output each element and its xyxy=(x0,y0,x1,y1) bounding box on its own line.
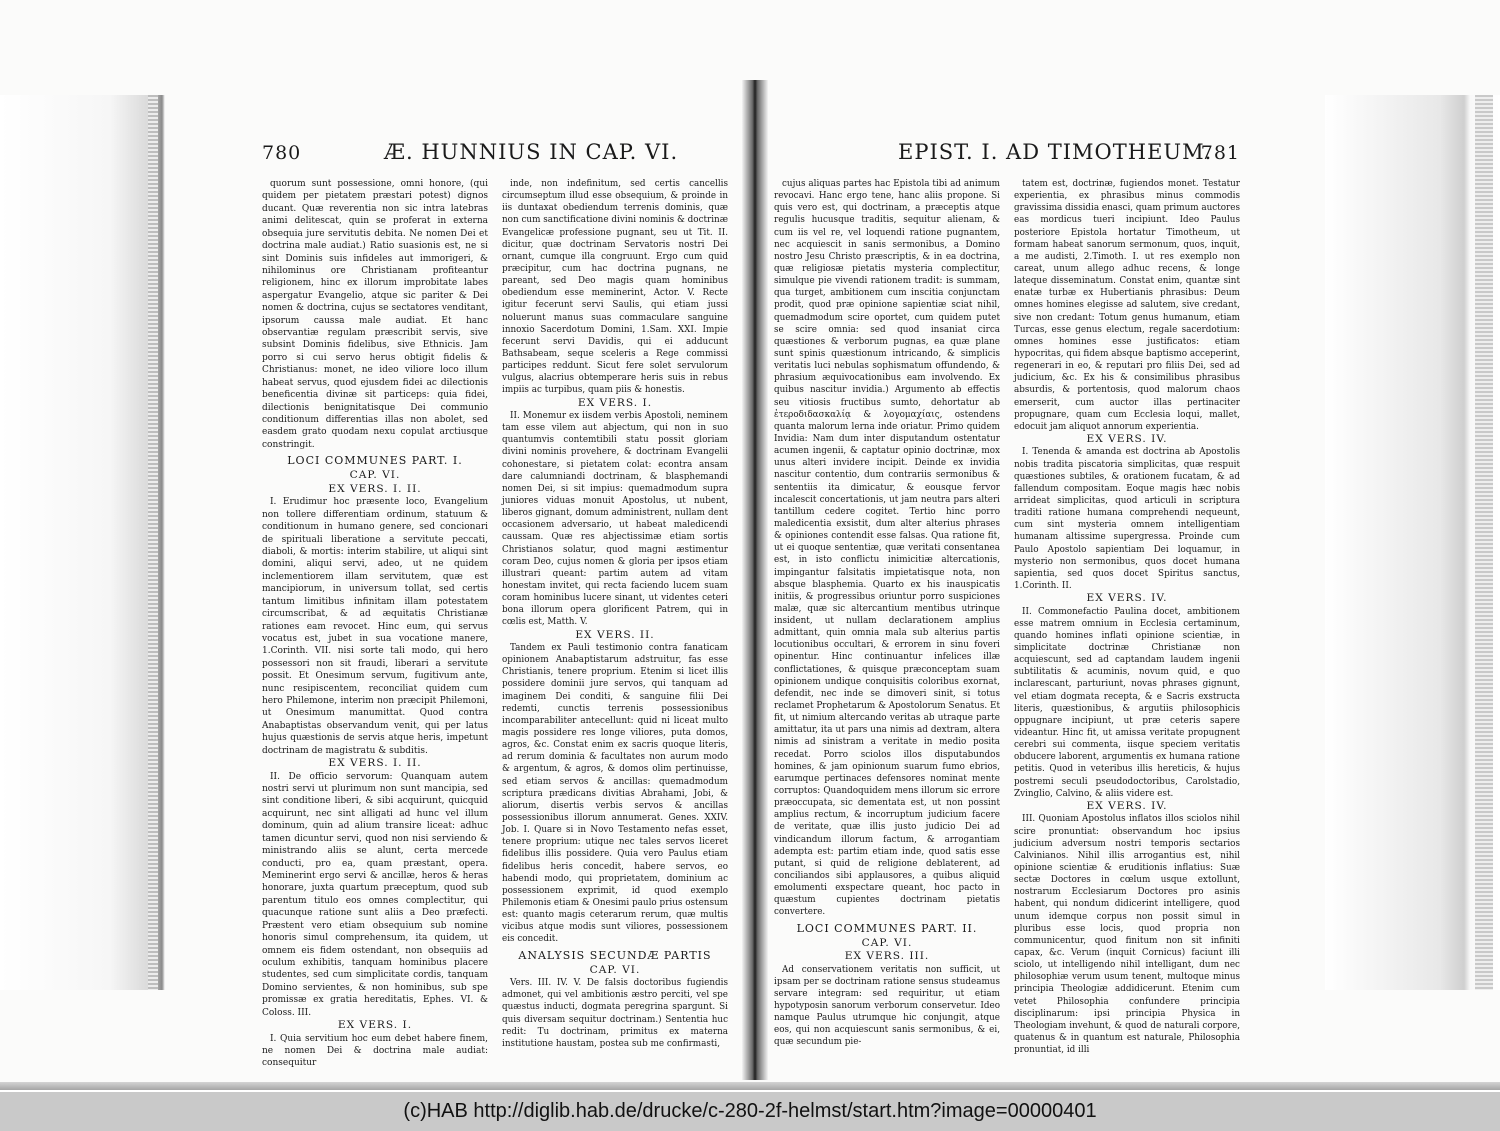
paragraph: I. Erudimur hoc præsente loco, Evangelium non tollere differentiam ordinum, statuum & conditionum in humano genere, sed concionari de spirituali liberatione a servitute peccati, diaboli, & mortis: interim stabilire, ut aliqui sint domini, aliqui servi, adeo, ut ne quidem inclementiorem illam servitutem, quæ est mancipiorum, in universum tollat, sed certis tantum limitibus infinitam illam potestatem circumscribat, & ad æquitatis Christianæ rationes eam revocet. Hinc eum, qui servus vocatus est, jubet in sua vocatione manere, 1.Corinth. VII. nisi sorte tali modo, qui hero possessori non sit fraudi, liberari a servitute possit. Et Onesimum servum, fugitivum ante, nunc resipiscentem, reconciliat quidem cum hero Philemone, interim non præcipit Philemoni, ut Onesimum manumittat. Quod contra Anabaptistas observandum venit, qui per latus hujus quæstionis de servis atque heris, impetunt doctrinam de magistratu & subditis. xyxy=(262,497,488,756)
copyright-link[interactable]: (c)HAB http://diglib.hab.de/drucke/c-280-2f-helmst/start.htm?image=00000401 xyxy=(403,1100,1097,1122)
right-page-edge xyxy=(1325,95,1500,990)
paragraph: Vers. III. IV. V. De falsis doctoribus fugiendis admonet, qui vel ambitionis æstro perciti, vel spe quæstus inducti, dogmata peregrina spargunt. Si quis diversam sequitur doctrinam.) Sententia huc redit: Tu doctrinam, primitus ex materna institutione haustam, postea sub me confirmasti, xyxy=(502,978,728,1049)
book-gutter xyxy=(742,80,768,1080)
text-column xyxy=(774,178,1000,1049)
page-number: 780 xyxy=(262,142,302,164)
section-heading: CAP. VI. xyxy=(349,469,401,482)
paragraph: I. Quia servitium hoc eum debet habere finem, ne nomen Dei & doctrina male audiat: consequitur xyxy=(262,1033,488,1069)
left-page xyxy=(262,140,732,1069)
section-heading: EX VERS. I. II. xyxy=(328,757,422,770)
paragraph: inde, non indefinitum, sed certis cancellis circumseptum illud esse obsequium, & proinde in iis duntaxat obediendum terrenis dominis, quæ non cum sanctificatione divini nominis & doctrinæ Evangelicæ professione pugnant, seu ut Tit. II. dicitur, quæ doctrinam Servatoris nostri Dei ornant, cumque illa congruunt. Ergo cum quid præcipitur, cum hac doctrina pugnans, ne pareant, sed Deo magis quam hominibus obediendum esse meminerint, Actor. V. Recte igitur fecerunt servi Saulis, qui etiam jussi noluerunt manus suas commaculare sanguine innoxio Sacerdotum Domini, 1.Sam. XXI. Impie fecerunt servi Davidis, qui ei adducunt Bathsabeam, seque sceleris a Rege commissi participes reddunt. Sicut fere solet servulorum vulgus, alacrius obtemperare heris suis in rebus impiis ac turpibus, quam piis & honestis. xyxy=(502,179,728,396)
section-heading: EX VERS. I. xyxy=(577,396,653,409)
right-page xyxy=(774,140,1240,1056)
copyright-footer xyxy=(0,1092,1500,1131)
left-page-header xyxy=(262,140,732,170)
section-heading: EX VERS. I. xyxy=(337,1019,413,1032)
paragraph: II. De officio servorum: Quanquam autem nostri servi ut plurimum non sunt mancipia, sed sint conditione liberi, & sibi acquirunt, quicquid acquirunt, nec sint alligati ad hunc vel illum dominum, quin ad alium transire liceat: adhuc tamen dicuntur servi, quod non nisi serviendo & ministrando aliis se alunt, certa mercede conducti, pro ea, quam præstant, opera. Meminerint ergo servi & ancillæ, heros & heras honorare, juxta quartum præceptum, quod sub parentum titulo eos omnes complectitur, qui quacunque ratione sunt aliis a Deo præfecti. Præstent vero etiam obsequium sub nomine honoris simul comprehensum, ita quidem, ut omnem eis fidem ostendant, non obsequiis ad oculum exhibitis, tanquam hominibus placere studentes, sed cum simplicitate cordis, tanquam Domino servientes, & non hominibus, sub spe promissæ ex gratia hereditatis, Ephes. VI. & Coloss. III. xyxy=(262,771,488,1018)
section-heading: EX VERS. III. xyxy=(844,950,930,963)
section-heading: EX VERS. IV. xyxy=(1086,592,1168,605)
section-heading: EX VERS. IV. xyxy=(1086,799,1168,812)
section-heading: LOCI COMMUNES PART. II. xyxy=(796,921,978,935)
paragraph: Ad conservationem veritatis non sufficit, ut ipsam per se doctrinam ratione sensus studeamus servare integram: sed requiritur, ut etiam hypotyposin sanorum verborum conservetur. Ideo namque Paulus utrumque hic conjungit, atque eos, qui non acquiescunt sanis sermonibus, & ei, quæ secundum pie- xyxy=(774,964,1000,1048)
right-page-header xyxy=(774,140,1240,170)
page-number: 781 xyxy=(1200,142,1240,164)
left-page-edge xyxy=(0,95,165,990)
section-heading: ANALYSIS SECUNDÆ PARTIS xyxy=(518,948,712,962)
section-heading: EX VERS. IV. xyxy=(1086,432,1168,445)
section-heading: EX VERS. II. xyxy=(575,628,655,641)
paragraph: cujus aliquas partes hac Epistola tibi ad animum revocavi. Hanc ergo tene, hanc aliis propone. Si quis vero est, qui doctrinam, a præceptis atque regulis hucusque traditis, sequitur alienam, & cum iis vel re, vel loquendi ratione pugnantem, nec acquiescit in sanis sermonibus, a Domino nostro Jesu Christo præscriptis, & in ea doctrina, quæ religiosæ pietatis mysteria complectitur, simulque pie vivendi rationem tradit: is summam, qua turget, ambitionem cum inscitia conjunctam prodit, quod præ opinione sapientiæ sciat nihil, quemadmodum scire oportet, cum quidem putet se scire omnia: sed quod insaniat circa quæstiones & verborum pugnas, ea quæ plane sunt spinis quæstionum intricando, & simplicis veritatis luci nebulas sophismatum offundendo, & phrasium æquivocationibus eam involvendo. Ex quibus nascitur invidia.) Argumento ab effectis seu vitiosis fructibus sumto, dehortatur ab ἑτεροδιδασκαλίᾳ & λογομαχίαις, ostendens quanta malorum lerna inde oriatur. Primo quidem Invidia: Nam dum inter disputandum ostentatur acumen ingenii, & captatur opinio doctrinæ, mox unus alteri invidere incipit. Deinde ex invidia nascitur contentio, dum contrariis sermonibus & sententiis ita dimicatur, & eousque fervor incalescit concertationis, ut jam neutra pars alteri tantillum cedere cogitet. Tertio hinc porro maledicentia exsistit, dum alter alterius phrases & opiniones contendit esse falsas. Qua ratione fit, ut ei quoque sententiæ, quæ veritati consentanea est, in isto conflictu inimicitiæ altercationis, impingantur falsitatis impietatisque nota, non absque blasphemia. Quarto ex his inauspicatis initiis, & progressibus oriuntur porro suspiciones malæ, quæ sic altercantium mentibus utrinque insident, ut nullam declarationem amplius admittant, quin omnia mala sub alterius partis locutionibus occultari, & errorem in sinu foveri opinentur. Hinc continuantur infelices illæ conflictationes, & quisque præconceptam suam opinionem undique conquisitis coloribus exornat, defendit, nec inde se dimoveri sinit, si totus reclamet Prophetarum & Apostolorum Senatus. Et fit, ut nimium altercando veritas ab utraque parte amittatur, ita ut pars una nimis ad dextram, altera nimis ad sinistram a veritate in medio posita recedat. Porro sciolos illos disputabundos homines, & jam opinionum suarum fumo ebrios, earumque pertinaces defensores nominat mente corruptos: Quandoquidem mens illorum sic errore præoccupata, sic dementata est, ut non possint amplius rectum, & incorruptum judicium facere de veritate, quæ illis justo judicio Dei ad vindicandum illorum factum, & arrogantiam adempta est: partim etiam inde, quod satis esse putant, si quid de religione deblaterent, ad conciliandos sibi applausores, a quibus aliquid emolumenti exspectare queant, hoc pacto in quæstum cupientes doctrinam pietatis convertere. xyxy=(774,179,1000,918)
paragraph: III. Quoniam Apostolus inflatos illos sciolos nihil scire pronuntiat: observandum hoc ipsius judicium adversum nostri temporis sectarios Calvinianos. Nihil illis arrogantius est, nihil opinione scientiæ & eruditionis inflatius: Suæ sectæ Doctores in cœlum usque extollunt, nostrarum Ecclesiarum Doctores pro asinis habent, qui nondum didicerint intelligere, quod unum idemque corpus non possit simul in pluribus esse locis, quod propria non communicentur, quod finitum non sit infiniti capax, &c. Verum (inquit Cornicus) faciunt illi sciolo, ut intelligendo nihil intelligant, dum nec philosophiæ verum usum tenent, multoque minus principia Theologiæ addidicerunt. Etenim cum vetet Philosophia confundere principia disciplinarum: ipsi principia Physica in Theologiam invehunt, & quod de naturali corpore, quatenus & in quantum est naturale, Philosophia pronuntiat, id illi xyxy=(1014,814,1240,1056)
section-heading: CAP. VI. xyxy=(589,963,641,976)
section-heading: CAP. VI. xyxy=(861,936,913,949)
paragraph: I. Tenenda & amanda est doctrina ab Apostolis nobis tradita piscatoria simplicitas, quæ respuit quæstiones subtiles, & orationem fucatam, & ad fallendum compositam. Eoque magis hæc nobis arrideat simplicitas, quod articuli in scriptura traditi ratione humana comprehendi nequeunt, cum sint mysteria omnem intelligentiam humanam altissime supergressa. Proinde cum Paulo Apostolo sapientiam Dei loquamur, in mysterio non sermonibus, quos docet humana sapientia, sed quos docet Spiritus sanctus, 1.Corinth. II. xyxy=(1014,447,1240,591)
scan-bottom-edge xyxy=(0,1082,1500,1090)
running-head: EPIST. I. AD TIMOTHEUM. xyxy=(898,140,1213,164)
section-heading: EX VERS. I. II. xyxy=(328,482,422,495)
paragraph: II. Monemur ex iisdem verbis Apostoli, neminem tam esse vilem aut abjectum, qui non in suo quantumvis contemtibili statu possit gloriam divini nominis provehere, & doctrinam Evangelii cohonestare, si pietatem colat: econtra ansam dare calumniandi doctrinam, & blasphemandi nomen Dei, si sit impius: quemadmodum supra juniores viduas monuit Apostolus, ut nubent, liberos gignant, domum administrent, nullam dent occasionem adversario, ut habeat maledicendi caussam. Quæ res abjectissimæ etiam sortis Christianos solatur, quod magni æstimentur coram Deo, cujus nomen & gloria per ipsos etiam illustrari queant: partim autem ad vitam honestam invitet, qui recta faciendo lucem suam coram hominibus lucere sinant, ut videntes ceteri bona illorum opera glorificent Patrem, qui in cœlis est, Matth. V. xyxy=(502,411,728,628)
running-head: Æ. HUNNIUS IN CAP. VI. xyxy=(384,140,679,164)
paragraph: quorum sunt possessione, omni honore, (qui quidem per pietatem præstari potest) dignos ducant. Quæ reverentia non sic intra latebras animi delitescat, quin se proferat in externa obsequia jure servitutis debita. Ne nomen Dei et doctrina male audiat.) Ratio suasionis est, ne si sint Dominis suis infideles aut immorigeri, & nihilominus ore Christianam profiteantur religionem, hinc ex illorum improbitate labes aspergatur Evangelio, atque sic pariter & Dei nomen & doctrina, cujus se sectatores venditant, ipsorum caussa male audiat. Et hanc observantiæ regulam præscribit servis, sive subsint Dominis fidelibus, sive Ethnicis. Jam porro si cui servo herus obtigit fidelis & Christianus: monet, ne ideo viliore loco illum habeat servus, quod ejusdem fidei ac dilectionis beneficentia divinæ sit particeps: quia fidei, dilectionis benignitatisque Dei communio conditionum differentias illas non abolet, sed easdem grato quodam nexu copulat arctiusque constringit. xyxy=(262,179,488,450)
paragraph: tatem est, doctrinæ, fugiendos monet. Testatur experientia, ex phrasibus minus commodis gravissima dissidia enasci, quam primum auctores eas mordicus tueri incipiunt. Ideo Paulus posteriore Epistola hortatur Timotheum, ut formam habeat sanorum sermonum, quos, inquit, a me audisti, 2.Timoth. I. ut res exemplo non careat, unum allego adhuc recens, & longe lateque disseminatum. Constat enim, quantæ sint enatæ turbæ ex Hubertianis phrasibus: Deum omnes homines elegisse ad salutem, sive credant, sive non credant: Totum genus humanum, etiam Turcas, esse genus electum, regale sacerdotium: omnes homines esse justificatos: etiam hypocritas, qui fidem absque baptismo acceperint, regenerari in eo, & reputari pro filiis Dei, sed ad judicium, &c. Ex his & consimilibus phrasibus absurdis, & portentosis, quod malorum chaos emerserit, cum auctor illas pertinaciter propugnare, quam cum Ecclesia loqui, mallet, edocuit jam aliquot annorum experientia. xyxy=(1014,179,1240,432)
text-column xyxy=(1014,178,1240,1056)
paragraph: II. Commonefactio Paulina docet, ambitionem esse matrem omnium in Ecclesia certaminum, quando homines inflati opinione scientiæ, in simplicitate doctrinæ Christianæ non acquiescunt, sed ad captandam laudem ingenii subtilitatis & acuminis, novum quid, e quo inclarescant, parturiunt, novas phrases gignunt, vel etiam dogmata recepta, & e Sacris exstructa literis, quæstionibus, & argutiis philosophicis oppugnare incipiunt, ut præ ceteris sapere videantur. Hinc fit, ut amissa veritate propugnent cerebri sui commenta, iisque speciem veritatis obducere laborent, argumentis ex humana ratione petitis. Quod in veteribus illis hereticis, & hujus postremi seculi pseudodoctoribus, Carolstadio, Zvinglio, Calvino, & aliis videre est. xyxy=(1014,606,1240,799)
section-heading: LOCI COMMUNES PART. I. xyxy=(287,454,463,468)
paragraph: Tandem ex Pauli testimonio contra fanaticam opinionem Anabaptistarum adstruitur, fas esse Christianis, tenere proprium. Etenim si licet illis possidere dominii jure servos, qui tanquam ad imaginem Dei conditi, & sanguine filii Dei redemti, cunctis terrenis possessionibus incomparabiliter antecellunt: quid ni liceat multo magis possidere res longe viliores, puta domos, agros, &c. Constat enim ex sacris quoque literis, ad rerum dominia & facultates non aurum modo & argentum, & agros, & domos olim pertinuisse, sed etiam servos & ancillas: quemadmodum scriptura prædicans divitias Abrahami, Jobi, & aliorum, disertis verbis servos & ancillas possessionibus illorum annumerat. Genes. XXIV. Job. I. Quare si in Novo Testamento nefas esset, tenere proprium: utique nec tales servos liceret fidelibus illis possidere. Quia vero Paulus etiam fidelibus heris concedit, habere servos, eo habendi modo, qui proprietatem, dominium ac possessionem exprimit, id quod exemplo Philemonis etiam & Onesimi paulo prius ostensum est: quanto magis ceterarum rerum, quæ multis vicibus atque modis sunt viliores, possessionem eis concedit. xyxy=(502,643,728,945)
text-column xyxy=(502,178,728,1050)
text-column xyxy=(262,178,488,1070)
